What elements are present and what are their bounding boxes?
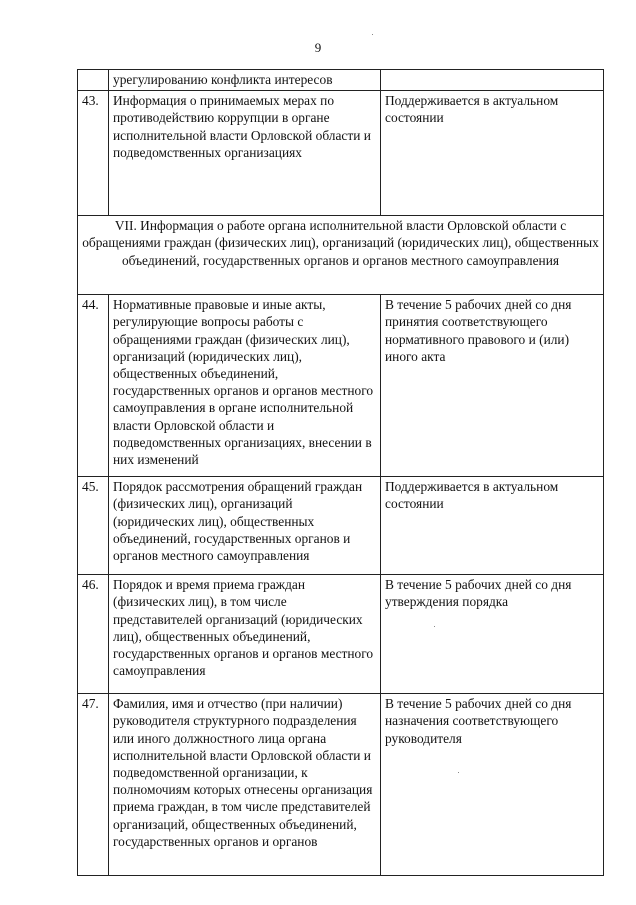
section-heading-vii: VII. Информация о работе органа исполнительной власти Орловской области с обращениями граждан (физических лиц), организаций (юридических лиц), общественных объединений, государственных органов и органов местного самоуправления	[78, 216, 604, 295]
scan-speck	[458, 772, 459, 773]
term-cell	[381, 70, 604, 91]
scan-speck	[372, 34, 373, 35]
scan-speck	[434, 626, 435, 627]
table-row-45	[78, 477, 604, 575]
info-cell: Информация о принимаемых мерах по противодействию коррупции в органе исполнительной власти Орловской области и подведомственных организациях	[109, 91, 381, 216]
info-cell: Порядок рассмотрения обращений граждан (физических лиц), организаций (юридических лиц), общественных объединений, государственных органов и органов местного самоуправления	[109, 477, 381, 575]
page-number: 9	[314, 40, 322, 55]
row-number-cell: 47.	[78, 694, 109, 876]
section-heading-row	[78, 216, 604, 295]
table-row-46	[78, 575, 604, 694]
table-row-continuation	[78, 70, 604, 91]
info-cell: урегулированию конфликта интересов	[109, 70, 381, 91]
disclosure-table	[77, 69, 604, 876]
table-row-43	[78, 91, 604, 216]
term-cell: В течение 5 рабочих дней со дня утверждения порядка	[381, 575, 604, 694]
term-cell: Поддерживается в актуальном состоянии	[381, 477, 604, 575]
row-number-cell	[78, 70, 109, 91]
info-cell: Порядок и время приема граждан (физических лиц), в том числе представителей организаций (юридических лиц), общественных объединений, государственных органов и органов местного самоуправления	[109, 575, 381, 694]
row-number-cell: 45.	[78, 477, 109, 575]
row-number-cell: 44.	[78, 295, 109, 477]
term-cell: В течение 5 рабочих дней со дня принятия соответствующего нормативного правового и (или) иного акта	[381, 295, 604, 477]
info-cell: Нормативные правовые и иные акты, регулирующие вопросы работы с обращениями граждан (физических лиц), организаций (юридических лиц), общественных объединений, государственных органов и органов местного самоуправления в органе исполнительной власти Орловской области и подведомственных организациях, внесении в них изменений	[109, 295, 381, 477]
row-number-cell: 43.	[78, 91, 109, 216]
term-cell: Поддерживается в актуальном состоянии	[381, 91, 604, 216]
table-row-47	[78, 694, 604, 876]
table-row-44	[78, 295, 604, 477]
term-cell: В течение 5 рабочих дней со дня назначения соответствующего руководителя	[381, 694, 604, 876]
row-number-cell: 46.	[78, 575, 109, 694]
info-cell: Фамилия, имя и отчество (при наличии) руководителя структурного подразделения или иного должностного лица органа исполнительной власти Орловской области и подведомственной организации, к полномочиям которых отнесены организация приема граждан, в том числе представителей организаций, общественных объединений, государственных органов и органов	[109, 694, 381, 876]
